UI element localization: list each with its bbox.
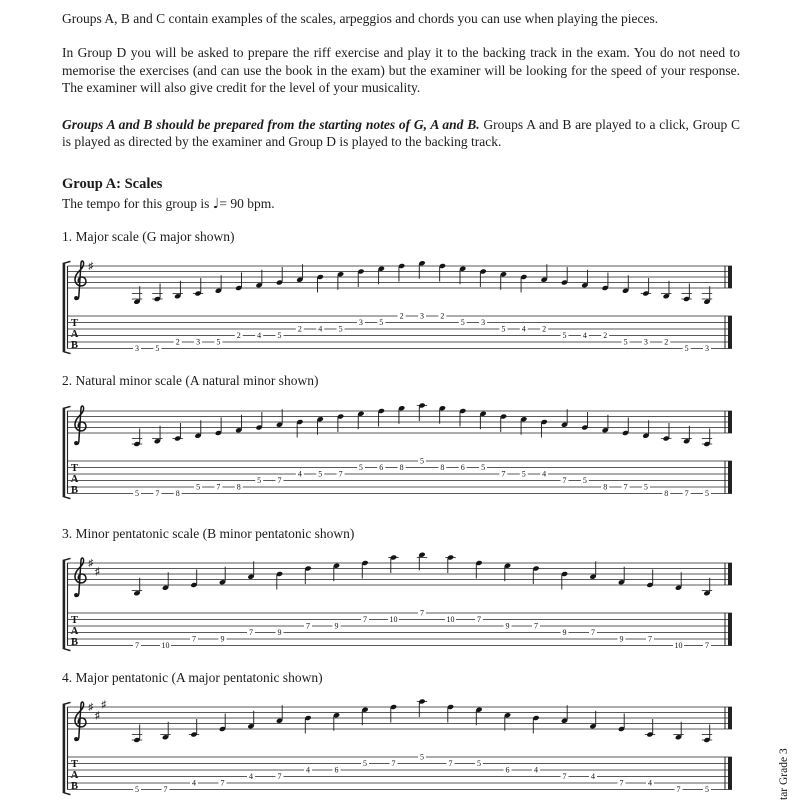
tab-fret-number: 5 <box>216 338 221 348</box>
tab-fret-number: 5 <box>363 759 367 769</box>
tempo-value: = 90 bpm. <box>219 195 275 211</box>
tab-fret-number: 3 <box>358 318 363 328</box>
tab-fret-number: 6 <box>505 765 510 775</box>
tab-fret-number: 5 <box>705 488 709 498</box>
final-barline <box>728 563 732 585</box>
treble-clef-icon <box>74 558 86 597</box>
tab-clef-letter: T <box>70 462 79 474</box>
tab-fret-number: 5 <box>358 462 363 472</box>
tab-clef-letter: T <box>70 759 79 771</box>
tab-fret-number: 7 <box>155 488 160 498</box>
tab-fret-number: 9 <box>277 628 282 638</box>
tab-fret-number: 5 <box>481 462 486 472</box>
tab-fret-number: 5 <box>257 475 262 485</box>
tab-fret-number: 5 <box>135 785 139 795</box>
tab-fret-number: 5 <box>501 325 506 335</box>
tab-fret-number: 7 <box>676 785 681 795</box>
tab-fret-number: 2 <box>399 312 404 322</box>
intro-paragraph-3-rest: Groups A and B are played to a click, Group C is played as directed by the examiner and Group D is played to the backing track. <box>62 117 740 150</box>
tab-fret-number: 5 <box>582 475 587 485</box>
intro-paragraph-1: Groups A, B and C contain examples of the scales, arpeggios and chords you can use when playing the pieces. <box>62 11 659 26</box>
tab-clef-letter: B <box>70 484 79 496</box>
tempo-text: The tempo for this group is <box>62 195 213 211</box>
page-edge-grade-label: tar Grade 3 <box>777 748 790 800</box>
quarter-note-icon: ♩ <box>212 195 220 212</box>
tab-fret-number: 2 <box>664 338 669 348</box>
tab-fret-number: 4 <box>297 469 302 479</box>
exercise-4-major-pentatonic <box>62 669 740 797</box>
tab-fret-number: 7 <box>420 608 424 618</box>
tab-fret-number: 9 <box>619 634 624 644</box>
final-barline <box>728 411 732 433</box>
tab-fret-number: 5 <box>623 338 628 348</box>
tab-clef-letter: T <box>70 318 79 330</box>
tab-fret-number: 8 <box>236 482 241 492</box>
key-signature-sharp: ♯ <box>88 261 94 273</box>
final-barline <box>728 461 732 494</box>
key-signature-sharp: ♯ <box>95 710 100 722</box>
notation-system-major-scale <box>62 252 738 356</box>
exercise-4-title: 4. Major pentatonic (A major pentatonic shown) <box>62 669 323 685</box>
tab-clef-letter: B <box>70 781 79 793</box>
tab-fret-number: 7 <box>277 475 282 485</box>
tab-fret-number: 9 <box>334 621 339 631</box>
tab-fret-number: 2 <box>297 325 302 335</box>
tab-fret-number: 5 <box>460 318 465 328</box>
tab-fret-number: 3 <box>643 338 648 348</box>
tab-fret-number: 5 <box>521 469 526 479</box>
treble-clef-icon <box>74 702 86 741</box>
notation-system-major-pentatonic <box>62 693 738 797</box>
tab-fret-number: 7 <box>338 469 343 479</box>
tab-fret-number: 8 <box>664 488 669 498</box>
tab-fret-number: 7 <box>501 469 506 479</box>
tab-fret-number: 2 <box>236 331 241 341</box>
tab-fret-number: 7 <box>391 759 396 769</box>
group-a-heading: Group A: Scales <box>62 175 163 192</box>
tab-fret-number: 5 <box>318 469 323 479</box>
tab-fret-number: 7 <box>684 488 689 498</box>
tab-fret-number: 4 <box>542 469 547 479</box>
tab-fret-number: 7 <box>163 785 168 795</box>
tab-fret-number: 9 <box>562 628 567 638</box>
tab-fret-number: 10 <box>161 641 170 651</box>
tab-fret-number: 7 <box>562 772 567 782</box>
tab-fret-number: 6 <box>334 765 339 775</box>
tab-fret-number: 3 <box>420 312 424 322</box>
tab-fret-number: 5 <box>562 331 567 341</box>
tab-clef-letter: A <box>70 329 79 341</box>
notation-system-natural-minor <box>62 397 738 501</box>
tab-fret-number: 8 <box>440 462 445 472</box>
system-bracket-icon <box>63 406 71 498</box>
tab-clef-letter: A <box>70 626 79 638</box>
tab-fret-number: 5 <box>420 456 424 466</box>
tab-fret-number: 5 <box>135 488 139 498</box>
treble-clef-icon <box>74 406 86 445</box>
tab-fret-number: 5 <box>338 325 343 335</box>
tab-fret-number: 9 <box>505 621 510 631</box>
intro-paragraph-3-bold: Groups A and B should be prepared from the starting notes of G, A and B. <box>62 117 480 133</box>
tab-fret-number: 5 <box>196 482 201 492</box>
tab-fret-number: 8 <box>175 488 180 498</box>
tab-fret-number: 8 <box>603 482 608 492</box>
key-signature-sharp: ♯ <box>88 558 94 570</box>
tab-clef-letter: B <box>70 340 79 352</box>
tab-fret-number: 4 <box>534 765 538 775</box>
tab-fret-number: 4 <box>257 331 262 341</box>
tab-fret-number: 2 <box>542 325 547 335</box>
tab-fret-number: 5 <box>379 318 384 328</box>
key-signature-sharp: ♯ <box>101 699 107 711</box>
tab-fret-number: 6 <box>460 462 465 472</box>
tab-fret-number: 7 <box>562 475 567 485</box>
tab-fret-number: 4 <box>306 765 310 775</box>
tab-fret-number: 10 <box>389 615 398 625</box>
tab-fret-number: 5 <box>155 344 160 354</box>
tab-fret-number: 5 <box>643 482 648 492</box>
tab-fret-number: 7 <box>623 482 628 492</box>
tab-fret-number: 10 <box>674 641 683 651</box>
tab-fret-number: 2 <box>175 338 180 348</box>
system-bracket-icon <box>63 558 71 650</box>
tab-fret-number: 7 <box>448 759 453 769</box>
tab-fret-number: 7 <box>135 641 139 651</box>
tab-fret-number: 2 <box>440 312 445 322</box>
tab-clef-letter: A <box>70 770 79 782</box>
tab-fret-number: 5 <box>684 344 689 354</box>
system-bracket-icon <box>63 262 71 354</box>
tab-fret-number: 7 <box>648 634 652 644</box>
tab-fret-number: 7 <box>249 628 253 638</box>
final-barline <box>728 707 732 729</box>
tab-fret-number: 4 <box>249 772 253 782</box>
exercise-2-title: 2. Natural minor scale (A natural minor shown) <box>62 373 319 389</box>
final-barline <box>728 266 732 288</box>
key-signature-sharp: ♯ <box>95 566 100 578</box>
tab-fret-number: 7 <box>306 621 310 631</box>
treble-clef-icon <box>74 261 86 300</box>
tab-fret-number: 3 <box>135 344 139 354</box>
tab-fret-number: 5 <box>477 759 481 769</box>
tab-fret-number: 7 <box>220 778 225 788</box>
tab-fret-number: 10 <box>446 615 455 625</box>
key-signature-sharp: ♯ <box>88 702 94 714</box>
tab-clef-letter: T <box>70 615 79 627</box>
intro-paragraph-3 <box>62 116 740 151</box>
tab-fret-number: 7 <box>363 615 367 625</box>
tab-fret-number: 7 <box>192 634 196 644</box>
tab-fret-number: 7 <box>619 778 624 788</box>
intro-paragraph-2: In Group D you will be asked to prepare the riff exercise and play it to the backing track in the exam. You do not need to memorise the exercises (and can use the book in the exam) but the examiner will be looking for the speed of your response. The examiner will also give credit for the level of your musicality. <box>62 45 740 95</box>
tab-clef-letter: B <box>70 637 79 649</box>
exercise-1-major-scale <box>62 228 740 356</box>
tab-fret-number: 9 <box>220 634 225 644</box>
tab-fret-number: 5 <box>420 752 424 762</box>
tab-fret-number: 2 <box>603 331 608 341</box>
final-barline <box>728 757 732 790</box>
tab-fret-number: 7 <box>216 482 221 492</box>
notation-system-minor-pentatonic <box>62 549 738 653</box>
tab-clef-letter: A <box>70 473 79 485</box>
tab-fret-number: 4 <box>648 778 652 788</box>
exercise-2-natural-minor <box>62 372 740 500</box>
tab-fret-number: 5 <box>277 331 282 341</box>
tab-fret-number: 3 <box>481 318 486 328</box>
exercise-3-title: 3. Minor pentatonic scale (B minor pentatonic shown) <box>62 525 355 541</box>
tab-fret-number: 8 <box>399 462 404 472</box>
tab-fret-number: 7 <box>591 628 595 638</box>
tab-fret-number: 7 <box>277 772 282 782</box>
tempo-line <box>62 195 740 212</box>
system-bracket-icon <box>63 703 71 795</box>
tab-fret-number: 7 <box>534 621 538 631</box>
tab-fret-number: 6 <box>379 462 384 472</box>
tab-fret-number: 4 <box>582 331 587 341</box>
tab-fret-number: 7 <box>705 641 709 651</box>
final-barline <box>728 316 732 349</box>
tab-fret-number: 4 <box>591 772 595 782</box>
tab-fret-number: 4 <box>192 778 196 788</box>
final-barline <box>728 613 732 646</box>
tab-fret-number: 5 <box>705 785 709 795</box>
tab-fret-number: 3 <box>196 338 201 348</box>
tab-fret-number: 3 <box>705 344 709 354</box>
exercise-3-minor-pentatonic <box>62 525 740 653</box>
tab-fret-number: 7 <box>477 615 481 625</box>
tab-fret-number: 4 <box>521 325 526 335</box>
exercise-1-title: 1. Major scale (G major shown) <box>62 229 235 245</box>
tab-fret-number: 4 <box>318 325 323 335</box>
